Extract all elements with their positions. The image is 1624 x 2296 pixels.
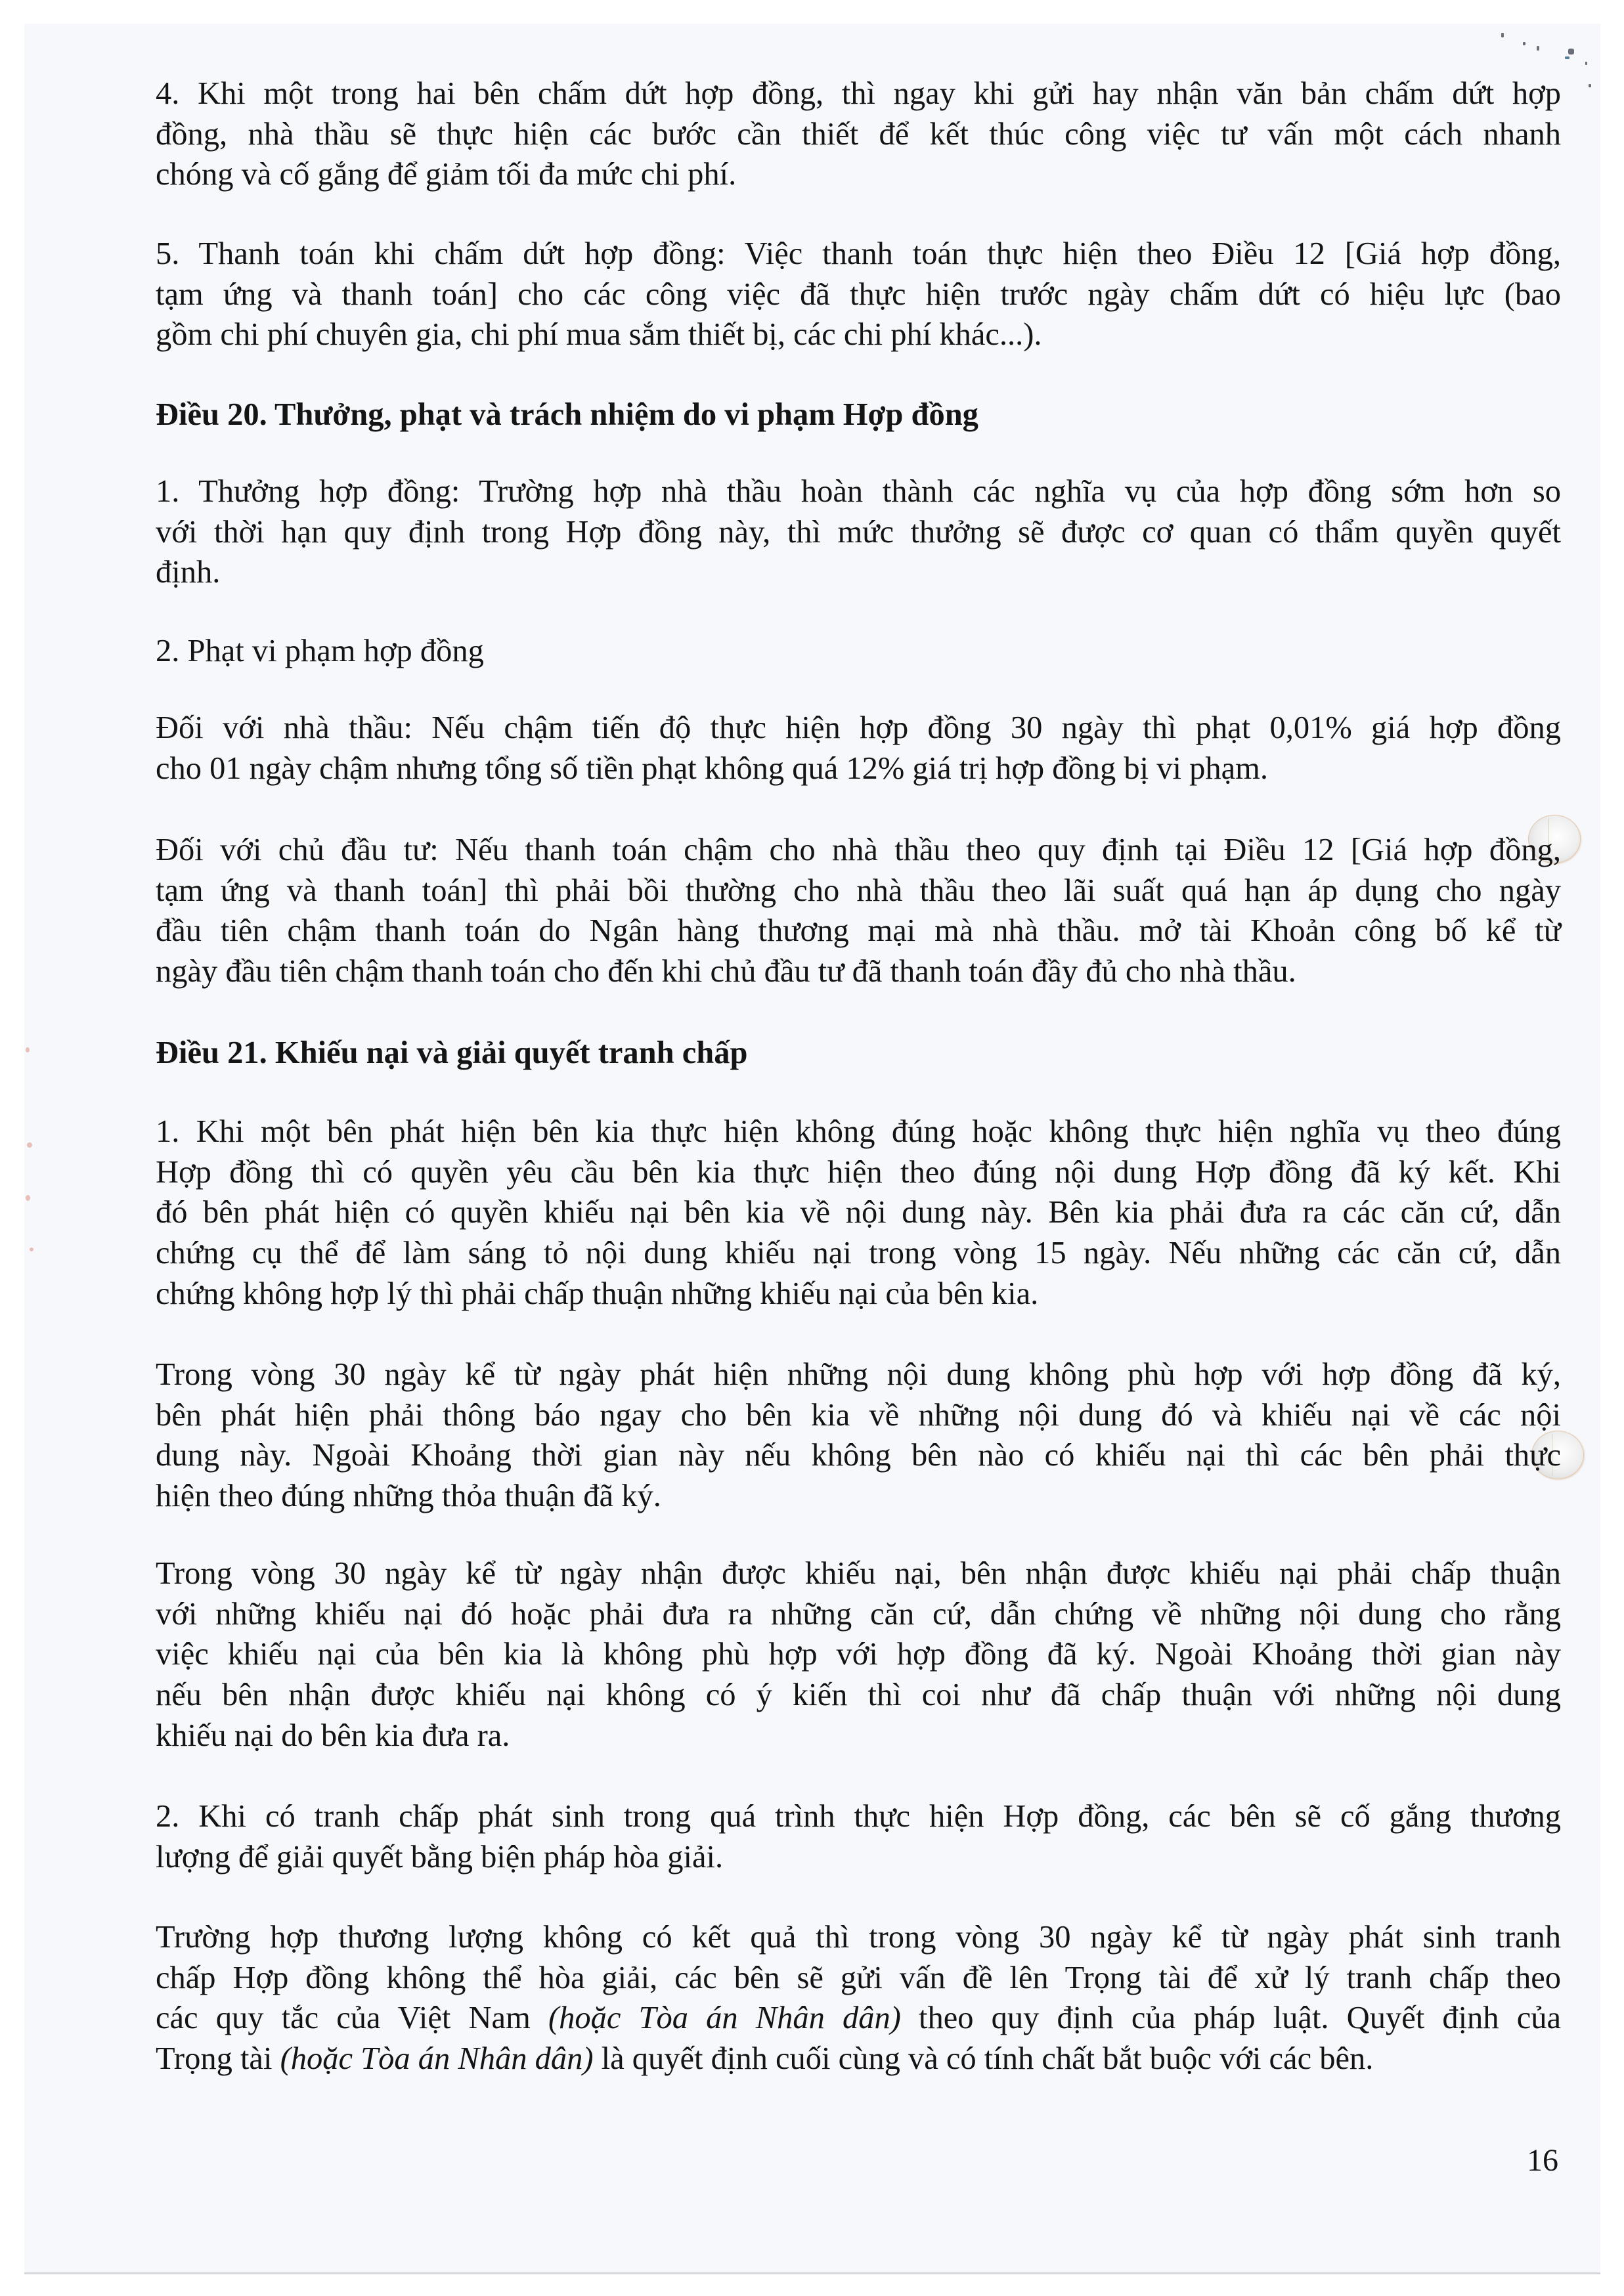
paragraph-line: Đối với chủ đầu tư: Nếu thanh toán chậm cho nhà thầu theo quy định tại Điều 12 [Giá hợp đồng,: [156, 833, 1561, 867]
paragraph-line: Hợp đồng thì có quyền yêu cầu bên kia thực hiện theo đúng nội dung Hợp đồng đã ký kết. Khi: [156, 1154, 1561, 1190]
paragraph-line: 5. Thanh toán khi chấm dứt hợp đồng: Việc thanh toán thực hiện theo Điều 12 [Giá hợp đồng,: [156, 236, 1561, 271]
paragraph-line: dung này. Ngoài Khoảng thời gian này nếu không bên nào có khiếu nại thì các bên phải thực: [156, 1438, 1561, 1473]
paragraph-line: đó bên phát hiện có quyền khiếu nại bên kia về nội dung này. Bên kia phải đưa ra các căn cứ, dẫn: [156, 1195, 1561, 1230]
section-heading: [156, 395, 1561, 435]
paragraph-line: Trong vòng 30 ngày kể từ ngày nhận được khiếu nại, bên nhận được khiếu nại phải chấp thuận: [156, 1556, 1561, 1591]
paragraph-line: Trọng tài (hoặc Tòa án Nhân dân) là quyết định cuối cùng và có tính chất bắt buộc với các bên.: [156, 2041, 1374, 2077]
scan-speck: [1585, 62, 1587, 65]
paragraph-line: 1. Thưởng hợp đồng: Trường hợp nhà thầu hoàn thành các nghĩa vụ của hợp đồng sớm hơn so: [156, 474, 1561, 509]
italic-phrase: (hoặc Tòa án Nhân dân): [548, 2001, 901, 2036]
page-number: 16: [1527, 2143, 1558, 2178]
paragraph: [156, 631, 1561, 672]
scan-speck: [27, 1142, 32, 1148]
paragraph-line: hiện theo đúng những thỏa thuận đã ký.: [156, 1479, 661, 1514]
paragraph: [156, 74, 1561, 195]
paragraph-line: 4. Khi một trong hai bên chấm dứt hợp đồng, thì ngay khi gửi hay nhận văn bản chấm dứt hợp: [156, 76, 1561, 111]
paragraph-line: với thời hạn quy định trong Hợp đồng này, thì mức thưởng sẽ được cơ quan có thẩm quyền quyết: [156, 514, 1561, 550]
paragraph-line: tạm ứng và thanh toán] thì phải bồi thường cho nhà thầu theo lãi suất quá hạn áp dụng cho ngày: [156, 873, 1561, 908]
section-heading: [156, 1033, 1561, 1073]
paragraph-line: lượng để giải quyết bằng biện pháp hòa giải.: [156, 1839, 724, 1874]
scanned-page: [24, 24, 1600, 2274]
paragraph-line: chóng và cố gắng để giảm tối đa mức chi phí.: [156, 157, 737, 192]
paragraph-line: việc khiếu nại của bên kia là không phù hợp với hợp đồng đã ký. Ngoài Khoảng thời gian này: [156, 1637, 1561, 1672]
paragraph-line: chấp Hợp đồng không thể hòa giải, các bên sẽ gửi vấn đề lên Trọng tài để xử lý tranh chấp theo: [156, 1960, 1561, 1995]
paragraph: [156, 1796, 1561, 1877]
paragraph-line: đồng, nhà thầu sẽ thực hiện các bước cần thiết để kết thúc công việc tư vấn một cách nhanh: [156, 116, 1561, 152]
heading-text: Điều 21. Khiếu nại và giải quyết tranh chấp: [156, 1035, 748, 1070]
paragraph: [156, 1112, 1561, 1314]
italic-phrase: (hoặc Tòa án Nhân dân): [280, 2041, 594, 2077]
paragraph: [156, 708, 1561, 789]
paragraph: [156, 1354, 1561, 1517]
scan-speck: [1565, 56, 1569, 59]
paragraph-line: khiếu nại do bên kia đưa ra.: [156, 1718, 510, 1753]
paragraph: [156, 234, 1561, 355]
paragraph: [156, 830, 1561, 992]
paragraph-line: cho 01 ngày chậm nhưng tổng số tiền phạt không quá 12% giá trị hợp đồng bị vi phạm.: [156, 750, 1268, 786]
paragraph-line: nếu bên nhận được khiếu nại không có ý kiến thì coi như đã chấp thuận với những nội dung: [156, 1678, 1561, 1713]
paragraph-line: chứng không hợp lý thì phải chấp thuận những khiếu nại của bên kia.: [156, 1276, 1039, 1311]
scan-speck: [1523, 42, 1525, 45]
paragraph-line: ngày đầu tiên chậm thanh toán cho đến khi chủ đầu tư đã thanh toán đầy đủ cho nhà thầu.: [156, 954, 1296, 989]
paragraph: [156, 1553, 1561, 1756]
scan-speck: [1501, 33, 1504, 37]
paragraph-line: Đối với nhà thầu: Nếu chậm tiến độ thực hiện hợp đồng 30 ngày thì phạt 0,01% giá hợp đồng: [156, 710, 1561, 745]
heading-text: Điều 20. Thưởng, phạt và trách nhiệm do vi phạm Hợp đồng: [156, 397, 978, 432]
paragraph-line: định.: [156, 555, 221, 590]
paragraph-line: các quy tắc của Việt Nam (hoặc Tòa án Nhân dân) theo quy định của pháp luật. Quyết định của: [156, 2001, 1561, 2036]
paragraph-line: 2. Khi có tranh chấp phát sinh trong quá trình thực hiện Hợp đồng, các bên sẽ cố gắng thương: [156, 1799, 1561, 1834]
scan-speck: [26, 1047, 30, 1052]
scan-speck: [30, 1247, 33, 1251]
scan-speck: [26, 1195, 30, 1201]
paragraph-line: tạm ứng và thanh toán] cho các công việc đã thực hiện trước ngày chấm dứt có hiệu lực (bao: [156, 276, 1561, 312]
paragraph: [156, 471, 1561, 593]
scan-speck: [1537, 46, 1539, 51]
scan-speck: [1568, 49, 1574, 54]
paragraph-line: gồm chi phí chuyên gia, chi phí mua sắm thiết bị, các chi phí khác...).: [156, 317, 1042, 353]
paragraph-line: 1. Khi một bên phát hiện bên kia thực hiện không đúng hoặc không thực hiện nghĩa vụ theo đúng: [156, 1114, 1561, 1149]
paragraph-line: chứng cụ thể để làm sáng tỏ nội dung khiếu nại trong vòng 15 ngày. Nếu những các căn cứ, dẫn: [156, 1236, 1561, 1271]
paragraph-line: Trong vòng 30 ngày kể từ ngày phát hiện những nội dung không phù hợp với hợp đồng đã ký,: [156, 1357, 1561, 1392]
paragraph-line: đầu tiên chậm thanh toán do Ngân hàng thương mại mà nhà thầu. mở tài Khoản công bố kể từ: [156, 913, 1561, 949]
paragraph-line: 2. Phạt vi phạm hợp đồng: [156, 634, 484, 668]
paragraph-line: với những khiếu nại đó hoặc phải đưa ra những căn cứ, dẫn chứng về những nội dung cho rằng: [156, 1596, 1561, 1632]
paragraph: [156, 1917, 1561, 2079]
scan-speck: [1589, 84, 1591, 87]
paragraph-line: bên phát hiện phải thông báo ngay cho bên kia về những nội dung đó và khiếu nại về các nội: [156, 1397, 1561, 1433]
paragraph-line: Trường hợp thương lượng không có kết quả thì trong vòng 30 ngày kể từ ngày phát sinh tranh: [156, 1920, 1561, 1955]
